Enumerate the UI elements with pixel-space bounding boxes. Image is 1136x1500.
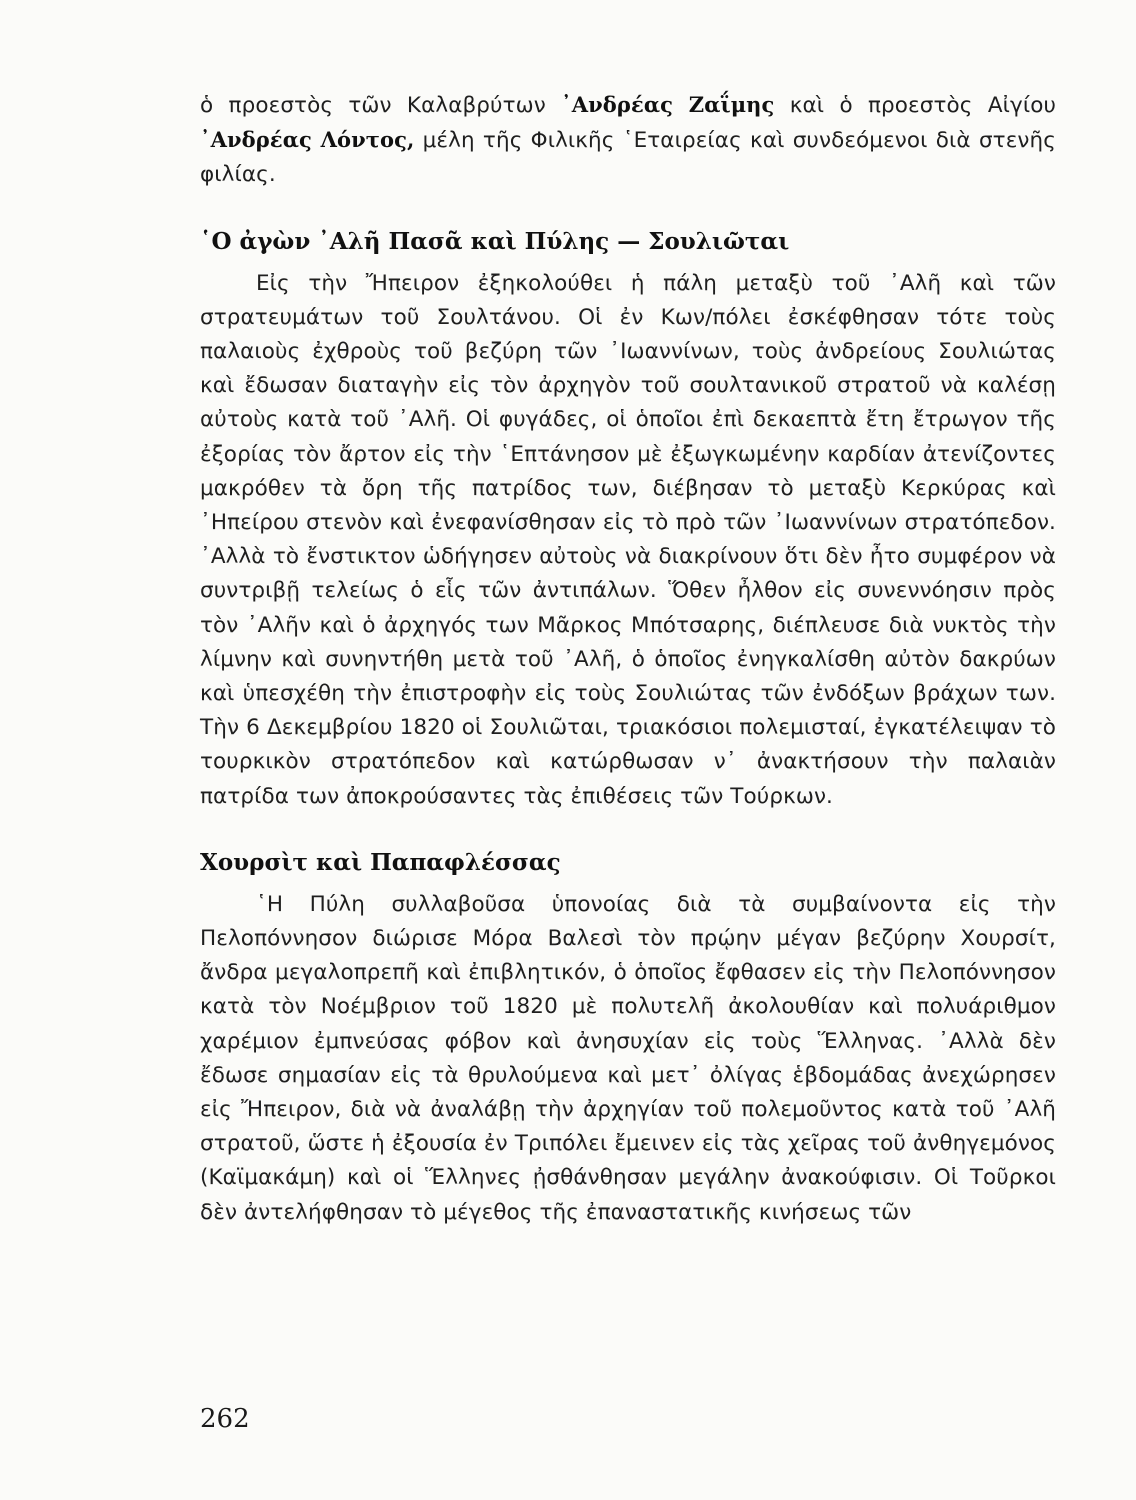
intro-text-1: ὁ προεστὸς τῶν Καλαβρύτων: [200, 93, 562, 118]
intro-text-2: καὶ ὁ προεστὸς Αἰγίου: [774, 93, 1056, 118]
intro-text-3: μέλη τῆς Φιλικῆς ῾Εταιρείας καὶ συνδεόμενοι διὰ στενῆς φιλίας.: [200, 128, 1056, 188]
section-heading-hurshid: Χουρσὶτ καὶ Παπαφλέσσας: [200, 848, 561, 876]
intro-paragraph: [200, 88, 1056, 193]
text-column: [200, 88, 1056, 1230]
name-zaimis: ᾿Ανδρέας Ζαΐμης: [561, 92, 775, 117]
page-number: 262: [200, 1404, 250, 1434]
section-body-hurshid: ῾Η Πύλη συλλαβοῦσα ὑπονοίας διὰ τὰ συμβαίνοντα εἰς τὴν Πελοπόννησον διώρισε Μόρα Βαλεσὶ τὸν πρῴην μέγαν βεζύρην Χουρσίτ, ἄνδρα μεγαλοπρεπῆ καὶ ἐπιβλητικόν, ὁ ὁποῖος ἔφθασεν εἰς τὴν Πελοπόννησον κατὰ τὸν Νοέμβριον τοῦ 1820 μὲ πολυτελῆ ἀκολουθίαν καὶ πολυάριθμον χαρέμιον ἐμπνεύσας φόβον καὶ ἀνησυχίαν εἰς τοὺς Ἕλληνας. ᾿Αλλὰ δὲν ἔδωσε σημασίαν εἰς τὰ θρυλούμενα καὶ μετ᾿ ὀλίγας ἑβδομάδας ἀνεχώρησεν εἰς Ἤπειρον, διὰ νὰ ἀναλάβῃ τὴν ἀρχηγίαν τοῦ πολεμοῦντος κατὰ τοῦ ᾿Αλῆ στρατοῦ, ὥστε ἡ ἐξουσία ἐν Τριπόλει ἔμεινεν εἰς τὰς χεῖρας τοῦ ἀνθηγεμόνος (Καϊμακάμη) καὶ οἱ Ἕλληνες ᾐσθάνθησαν μεγάλην ἀνακούφισιν. Οἱ Τοῦρκοι δὲν ἀντελήφθησαν τὸ μέγεθος τῆς ἐπαναστατικῆς κινήσεως τῶν: [200, 891, 1056, 1225]
section-body-souliotes: Εἰς τὴν Ἤπειρον ἐξηκολούθει ἡ πάλη μεταξὺ τοῦ ᾿Αλῆ καὶ τῶν στρατευμάτων τοῦ Σουλτάνου. Οἱ ἐν Κων/πόλει ἐσκέφθησαν τότε τοὺς παλαιοὺς ἐχθροὺς τοῦ βεζύρη τῶν ᾿Ιωαννίνων, τοὺς ἀνδρείους Σουλιώτας καὶ ἔδωσαν διαταγὴν εἰς τὸν ἀρχηγὸν τοῦ σουλτανικοῦ στρατοῦ νὰ καλέσῃ αὐτοὺς κατὰ τοῦ ᾿Αλῆ. Οἱ φυγάδες, οἱ ὁποῖοι ἐπὶ δεκαεπτὰ ἔτη ἔτρωγον τῆς ἐξορίας τὸν ἄρτον εἰς τὴν ῾Επτάνησον μὲ ἐξωγκωμένην καρδίαν ἀτενίζοντες μακρόθεν τὰ ὄρη τῆς πατρίδος των, διέβησαν τὸ μεταξὺ Κερκύρας καὶ ᾿Ηπείρου στενὸν καὶ ἐνεφανίσθησαν εἰς τὸ πρὸ τῶν ᾿Ιωαννίνων στρατόπεδον. ᾿Αλλὰ τὸ ἔνστικτον ὡδήγησεν αὐτοὺς νὰ διακρίνουν ὅτι δὲν ἦτο συμφέρον νὰ συντριβῇ τελείως ὁ εἷς τῶν ἀντιπάλων. Ὅθεν ἦλθον εἰς συνεννόησιν πρὸς τὸν ᾿Αλῆν καὶ ὁ ἀρχηγός των Μᾶρκος Μπότσαρης, διέπλευσε διὰ νυκτὸς τὴν λίμνην καὶ συνηντήθη μετὰ τοῦ ᾿Αλῆ, ὁ ὁποῖος ἐνηγκαλίσθη αὐτὸν δακρύων καὶ ὑπεσχέθη τὴν ἐπιστροφὴν εἰς τοὺς Σουλιώτας τῶν ἐνδόξων βράχων των. Τὴν 6 Δεκεμβρίου 1820 οἱ Σουλιῶται, τριακόσιοι πολεμισταί, ἐγκατέλειψαν τὸ τουρκικὸν στρατόπεδον καὶ κατώρθωσαν ν᾿ ἀνακτήσουν τὴν παλαιὰν πατρίδα των ἀποκρούσαντες τὰς ἐπιθέσεις τῶν Τούρκων.: [200, 270, 1056, 809]
spacer: [200, 193, 1056, 211]
section-heading-souliotes: ῾Ο ἀγὼν ᾿Αλῆ Πασᾶ καὶ Πύλης — Σουλιῶται: [200, 227, 790, 255]
name-lontos: ᾿Ανδρέας Λόντος,: [200, 127, 415, 153]
spacer: [200, 814, 1056, 832]
